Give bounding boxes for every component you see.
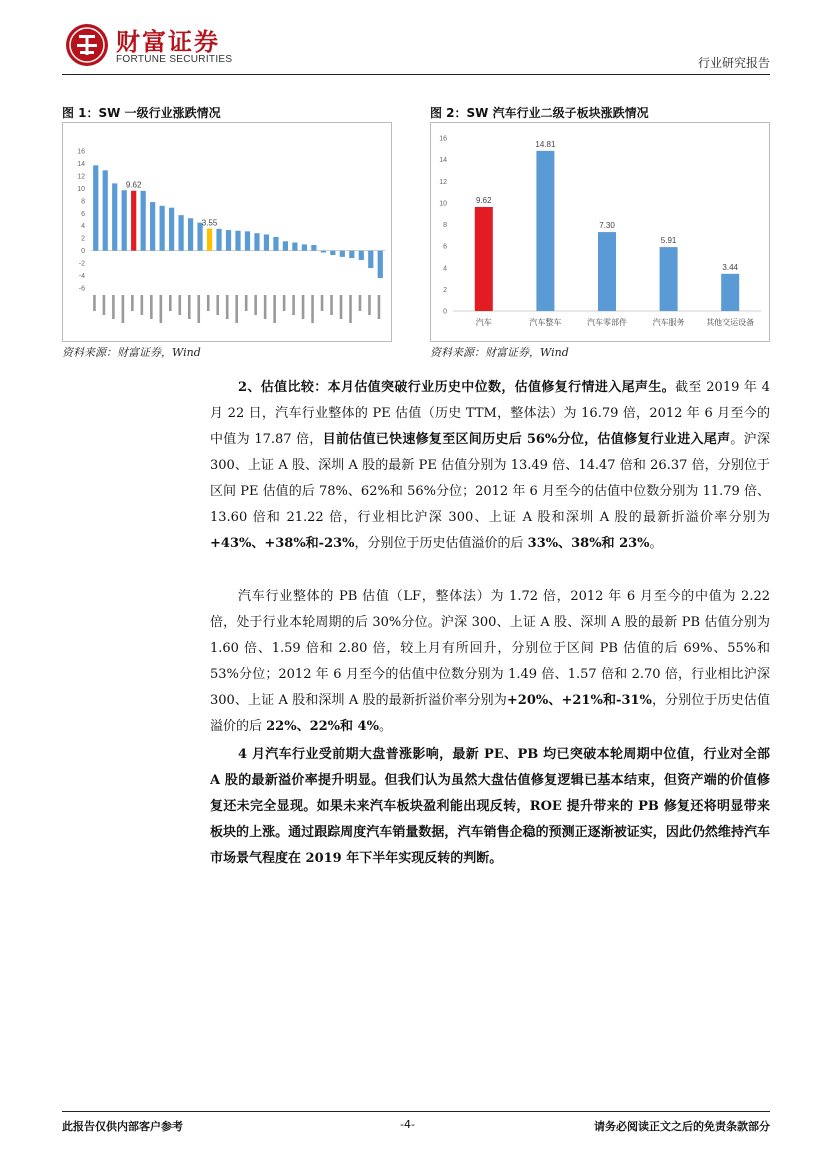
y-tick-label: 10 [439, 200, 447, 208]
bar [721, 274, 739, 311]
bar-data-label: 5.91 [660, 236, 677, 246]
bar [536, 151, 554, 311]
bar [160, 206, 165, 251]
bar-data-label: 7.30 [599, 221, 615, 231]
bar [188, 218, 193, 250]
logo-chinese-name: 财富证券 [116, 27, 220, 56]
category-label-glyph [197, 295, 200, 323]
bar [93, 165, 98, 250]
category-label-glyph [321, 295, 324, 311]
bar [359, 251, 364, 260]
bar [216, 229, 221, 251]
bar [660, 247, 678, 311]
page-number: -4- [400, 1118, 415, 1131]
company-logo [64, 22, 244, 70]
bar [207, 229, 212, 251]
bar-data-label: 9.62 [476, 195, 492, 205]
y-tick-label: 2 [81, 235, 85, 243]
y-tick-label: 14 [439, 157, 447, 165]
footer-disclaimer-right: 请务必阅读正文之后的免责条款部分 [594, 1120, 770, 1133]
category-label-glyph [330, 295, 333, 315]
category-label-glyph [292, 295, 295, 315]
figure1-frame [62, 122, 392, 342]
category-label-glyph [264, 295, 267, 319]
category-label-glyph [188, 295, 191, 319]
y-tick-label: 6 [81, 210, 85, 218]
bar [475, 207, 493, 311]
y-tick-label: 6 [443, 243, 447, 251]
category-label-glyph [311, 295, 314, 323]
y-tick-label: -6 [78, 285, 85, 293]
bar [273, 237, 278, 251]
bar [349, 251, 354, 258]
category-label-glyph [235, 295, 238, 323]
bar-data-label: 14.81 [535, 139, 556, 149]
bar [169, 208, 174, 251]
paragraph-outlook [210, 742, 770, 872]
y-tick-label: 12 [439, 178, 447, 186]
bar [264, 234, 269, 250]
y-tick-label: 16 [77, 148, 85, 156]
y-tick-label: -2 [78, 260, 85, 268]
figure1-title: 图 1：SW 一级行业涨跌情况 [62, 106, 221, 120]
category-label: 汽车零部件 [587, 318, 627, 327]
category-label-glyph [150, 295, 153, 319]
bar-data-label: 9.62 [125, 180, 142, 190]
figure2-source: 资料来源：财富证券，Wind [430, 346, 569, 359]
category-label-glyph [122, 295, 125, 323]
figure1-source: 资料来源：财富证券，Wind [62, 346, 201, 359]
y-tick-label: -4 [78, 273, 85, 281]
y-tick-label: 10 [77, 185, 85, 193]
footer-disclaimer-left: 此报告仅供内部客户参考 [62, 1120, 183, 1133]
bar [235, 231, 240, 251]
category-label-glyph [160, 295, 163, 323]
y-tick-label: 4 [81, 223, 85, 231]
category-label: 汽车 [475, 318, 492, 327]
category-label-glyph [207, 295, 210, 311]
bar [150, 202, 155, 251]
category-label-glyph [103, 295, 106, 315]
y-tick-label: 12 [77, 173, 85, 181]
bar [254, 233, 259, 250]
category-label-glyph [359, 295, 362, 311]
bar [178, 215, 183, 250]
y-tick-label: 16 [439, 135, 447, 143]
bar [226, 230, 231, 251]
category-label-glyph [216, 295, 219, 315]
category-label-glyph [112, 295, 115, 319]
figure1-chart [63, 123, 391, 341]
bar [103, 170, 108, 250]
figure2-frame [430, 122, 770, 342]
bar [378, 251, 383, 278]
bar [131, 191, 136, 251]
bar [340, 251, 345, 257]
figure2-title: 图 2：SW 汽车行业二级子板块涨跌情况 [430, 106, 649, 120]
category-label-glyph [273, 295, 276, 323]
category-label: 其他交运设备 [706, 318, 755, 327]
bar [302, 244, 307, 250]
category-label-glyph [141, 295, 144, 315]
bar [598, 232, 616, 311]
report-type: 行业研究报告 [697, 56, 770, 70]
bar [368, 251, 373, 268]
category-label-glyph [226, 295, 229, 319]
y-tick-label: 2 [443, 286, 447, 294]
y-tick-label: 8 [443, 222, 447, 229]
paragraph-valuation-pb: 汽车行业整体的 PB 估值（LF，整体法）为 1.72 倍，2012 年 6 月至今的中值为 2.22 倍，处于行业本轮周期的后 30%分位。沪深 300、上证 A 股、深圳 A 股的最新 PB 估值分别为 1.60 倍、1.59 倍和 2.80 倍，较上月有所回升，分别位于区间 PB 估值的后 69%、55%和 53%分位；2012 年 6 月至今的估值中位数分别为 1.49 倍、1.57 倍和 2.70 倍，行业相比沪深 300、上证 A 股和深圳 A 股的最新折溢价率分别为+20%、+21%和-31%，分别位于历史估值溢价的后 22%、22%和 4%。 [210, 589, 770, 734]
category-label-glyph [349, 295, 352, 323]
outlook-text: 4 月汽车行业受前期大盘普涨影响，最新 PE、PB 均已突破本轮周期中位值，行业对全部 A 股的最新溢价率提升明显。但我们认为虽然大盘估值修复逻辑已基本结束，但资产端的价值修复还未完全显现。如果未来汽车板块盈利能出现反转，ROE 提升带来的 PB 修复还将明显带来板块的上涨。通过跟踪周度汽车销量数据，汽车销售企稳的预测正逐渐被证实，因此仍然维持汽车市场景气程度在 2019 年下半年实现反转的判断。 [210, 747, 770, 866]
bar [122, 190, 127, 250]
figure2-chart [431, 123, 769, 341]
y-tick-label: 14 [77, 160, 85, 168]
bar [330, 251, 335, 255]
category-label-glyph [378, 295, 381, 319]
category-label-glyph [283, 295, 286, 311]
bar-data-label: 3.55 [201, 218, 218, 228]
bar [311, 245, 316, 251]
category-label-glyph [302, 295, 305, 319]
category-label-glyph [178, 295, 181, 315]
y-tick-label: 0 [81, 248, 85, 256]
category-label-glyph [245, 295, 248, 311]
category-label: 汽车整车 [529, 318, 562, 327]
logo-seal-icon [64, 22, 110, 68]
category-label-glyph [131, 295, 134, 311]
category-label-glyph [169, 295, 172, 311]
bar-data-label: 3.44 [722, 262, 738, 272]
bar [283, 241, 288, 250]
footer-rule [62, 1111, 770, 1112]
bar [245, 231, 250, 250]
y-tick-label: 0 [443, 308, 447, 316]
bar [112, 183, 117, 250]
paragraph-lead: 2、估值比较：本月估值突破行业历史中位数，估值修复行情进入尾声生。 [238, 380, 676, 395]
header-rule [62, 74, 770, 75]
y-tick-label: 4 [443, 265, 447, 273]
y-tick-label: 8 [81, 198, 85, 206]
category-label-glyph [340, 295, 343, 319]
logo-english-name: FORTUNE SECURITIES [116, 54, 233, 65]
paragraph-valuation-pe: 2、估值比较：本月估值突破行业历史中位数，估值修复行情进入尾声生。截至 2019 年 4 月 22 日，汽车行业整体的 PE 估值（历史 TTM，整体法）为 16.79 倍，2012 年 6 月至今的中值为 17.87 倍，目前估值已快速修复至区间历史后 56%分位，估值修复行业进入尾声。沪深 300、上证 A 股、深圳 A 股的最新 PE 估值分别为 13.49 倍、14.47 倍和 26.37 倍，分别位于区间 PE 估值的后 78%、62%和 56%分位；2012 年 6 月至今的估值中位数分别为 11.79 倍、13.60 倍和 21.22 倍，行业相比沪深 300、上证 A 股和深圳 A 股的最新折溢价率分别为+43%、+38%和-23%，分别位于历史估值溢价的后 33%、38%和 23%。 [210, 380, 770, 551]
category-label-glyph [93, 295, 96, 311]
bar [292, 243, 297, 251]
bar [321, 251, 326, 253]
bar [141, 191, 146, 251]
category-label-glyph [368, 295, 371, 315]
category-label: 汽车服务 [652, 318, 685, 327]
category-label-glyph [254, 295, 257, 315]
